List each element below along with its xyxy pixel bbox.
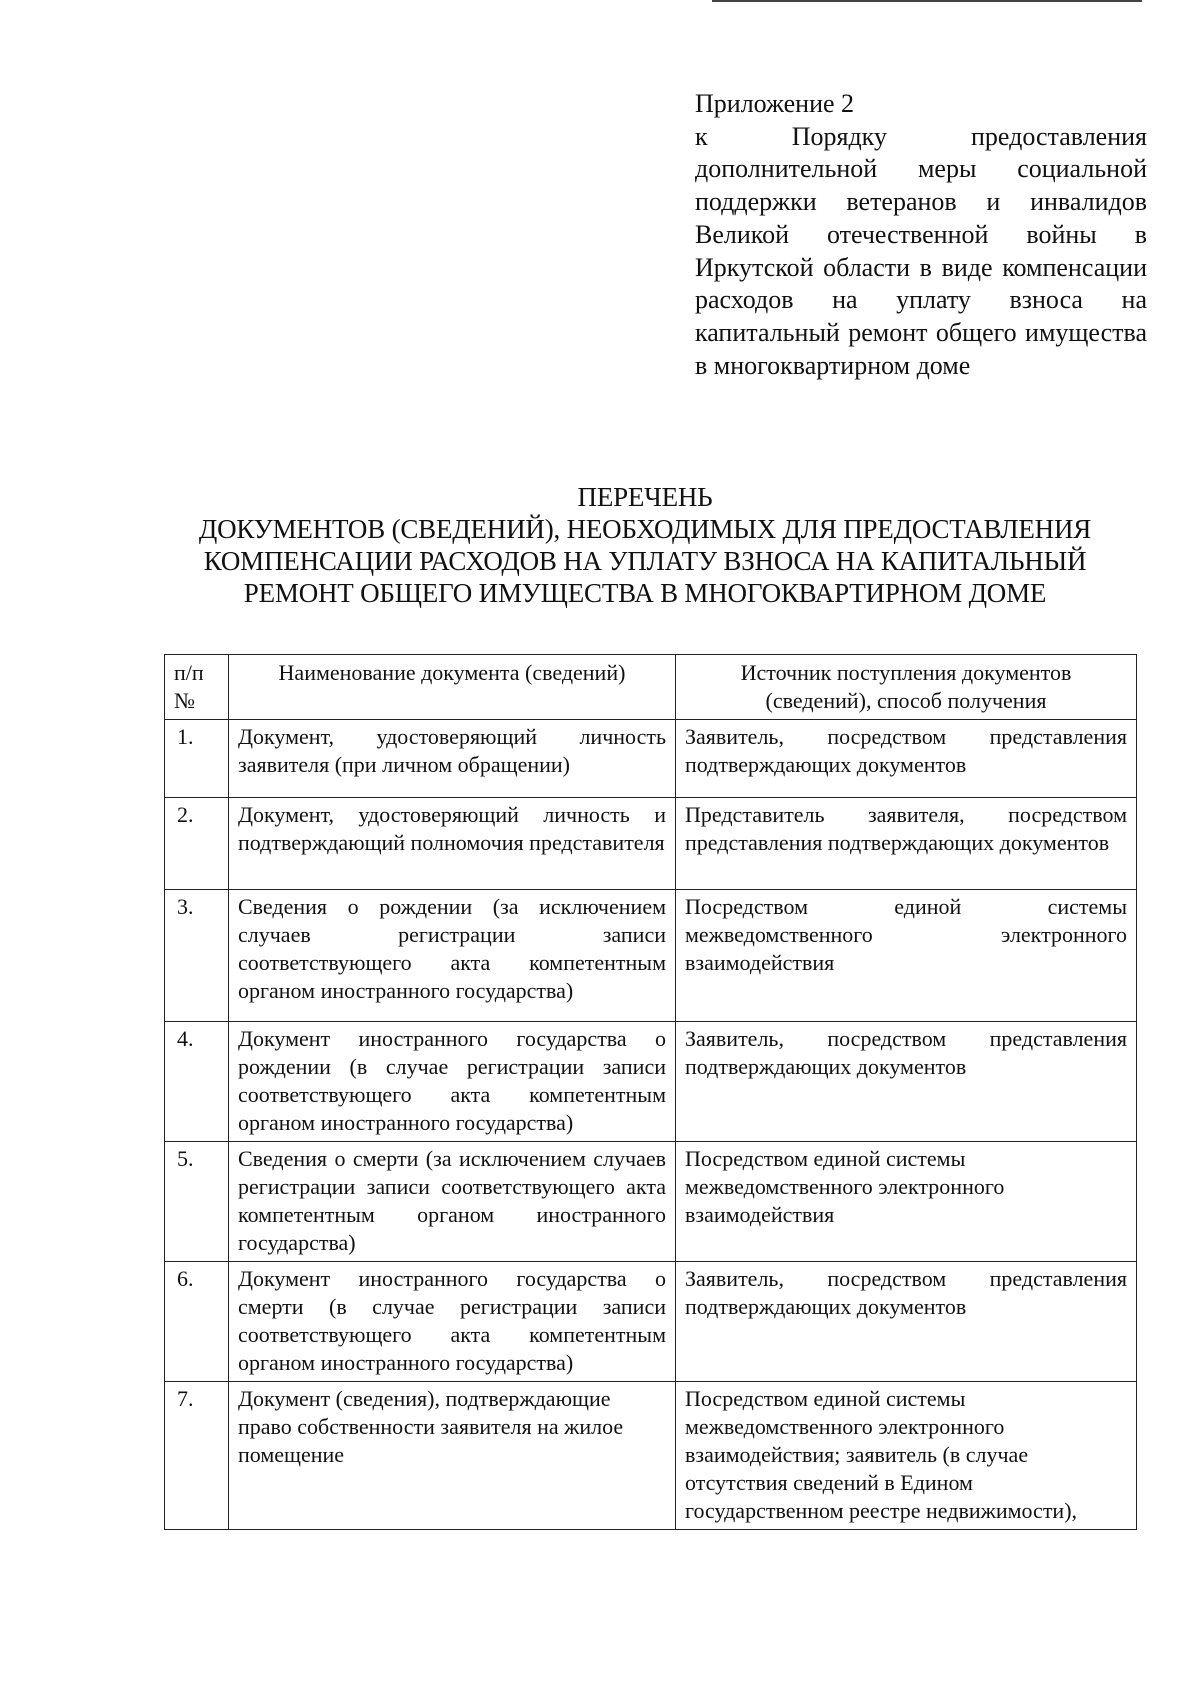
table-row	[165, 798, 1137, 890]
row-num: 1.	[165, 720, 229, 798]
row-source: Посредством единой системы межведомственного электронного взаимодействия; заявитель (в случае отсутствия сведений в Едином государственном реестре недвижимости),	[676, 1382, 1137, 1530]
row-source: Заявитель, посредством представления подтверждающих документов	[676, 1022, 1137, 1142]
row-num: 3.	[165, 890, 229, 1022]
heading-line-4: РЕМОНТ ОБЩЕГО ИМУЩЕСТВА В МНОГОКВАРТИРНОМ ДОМЕ	[243, 578, 1047, 608]
heading-line-3: КОМПЕНСАЦИИ РАСХОДОВ НА УПЛАТУ ВЗНОСА НА КАПИТАЛЬНЫЙ	[203, 546, 1087, 576]
row-num: 4.	[165, 1022, 229, 1142]
appendix-title: Приложение 2	[695, 89, 855, 118]
row-name: Документ иностранного государства о рождении (в случае регистрации записи соответствующего акта компетентным органом иностранного государства)	[229, 1022, 676, 1142]
table-row	[165, 1142, 1137, 1262]
row-num: 7.	[165, 1382, 229, 1530]
heading-line-2: ДОКУМЕНТОВ (СВЕДЕНИЙ), НЕОБХОДИМЫХ ДЛЯ ПРЕДОСТАВЛЕНИЯ	[198, 514, 1092, 544]
appendix-block	[695, 88, 1147, 382]
row-num: 6.	[165, 1262, 229, 1382]
appendix-description: к Порядку предоставления дополнительной меры социальной поддержки ветеранов и инвалидов Великой отечественной войны в Иркутской области в виде компенсации расходов на уплату взноса на капитальный ремонт общего имущества в многоквартирном доме	[695, 121, 1147, 380]
table-row	[165, 1382, 1137, 1530]
top-edge-rule	[712, 0, 1142, 2]
heading-line-1: ПЕРЕЧЕНЬ	[577, 482, 713, 512]
table-row	[165, 890, 1137, 1022]
row-name: Документ, удостоверяющий личность заявителя (при личном обращении)	[229, 720, 676, 798]
table-row	[165, 1022, 1137, 1142]
header-num: п/п №	[165, 655, 229, 720]
header-name: Наименование документа (сведений)	[229, 655, 676, 720]
table-header-row	[165, 655, 1137, 720]
document-heading	[140, 481, 1150, 609]
row-num: 5.	[165, 1142, 229, 1262]
documents-table	[164, 654, 1137, 1530]
table-row	[165, 720, 1137, 798]
row-name: Сведения о рождении (за исключением случаев регистрации записи соответствующего акта компетентным органом иностранного государства)	[229, 890, 676, 1022]
row-source: Представитель заявителя, посредством представления подтверждающих документов	[676, 798, 1137, 890]
row-name: Документ (сведения), подтверждающие право собственности заявителя на жилое помещение	[229, 1382, 676, 1530]
header-source: Источник поступления документов (сведений), способ получения	[676, 655, 1137, 720]
row-name: Документ, удостоверяющий личность и подтверждающий полномочия представителя	[229, 798, 676, 890]
table-row	[165, 1262, 1137, 1382]
row-num: 2.	[165, 798, 229, 890]
row-source: Заявитель, посредством представления подтверждающих документов	[676, 1262, 1137, 1382]
row-source: Посредством единой системы межведомственного электронного взаимодействия	[676, 1142, 1137, 1262]
row-name: Документ иностранного государства о смерти (в случае регистрации записи соответствующего акта компетентным органом иностранного государства)	[229, 1262, 676, 1382]
row-name: Сведения о смерти (за исключением случаев регистрации записи соответствующего акта компетентным органом иностранного государства)	[229, 1142, 676, 1262]
row-source: Заявитель, посредством представления подтверждающих документов	[676, 720, 1137, 798]
row-source: Посредством единой системы межведомственного электронного взаимодействия	[676, 890, 1137, 1022]
